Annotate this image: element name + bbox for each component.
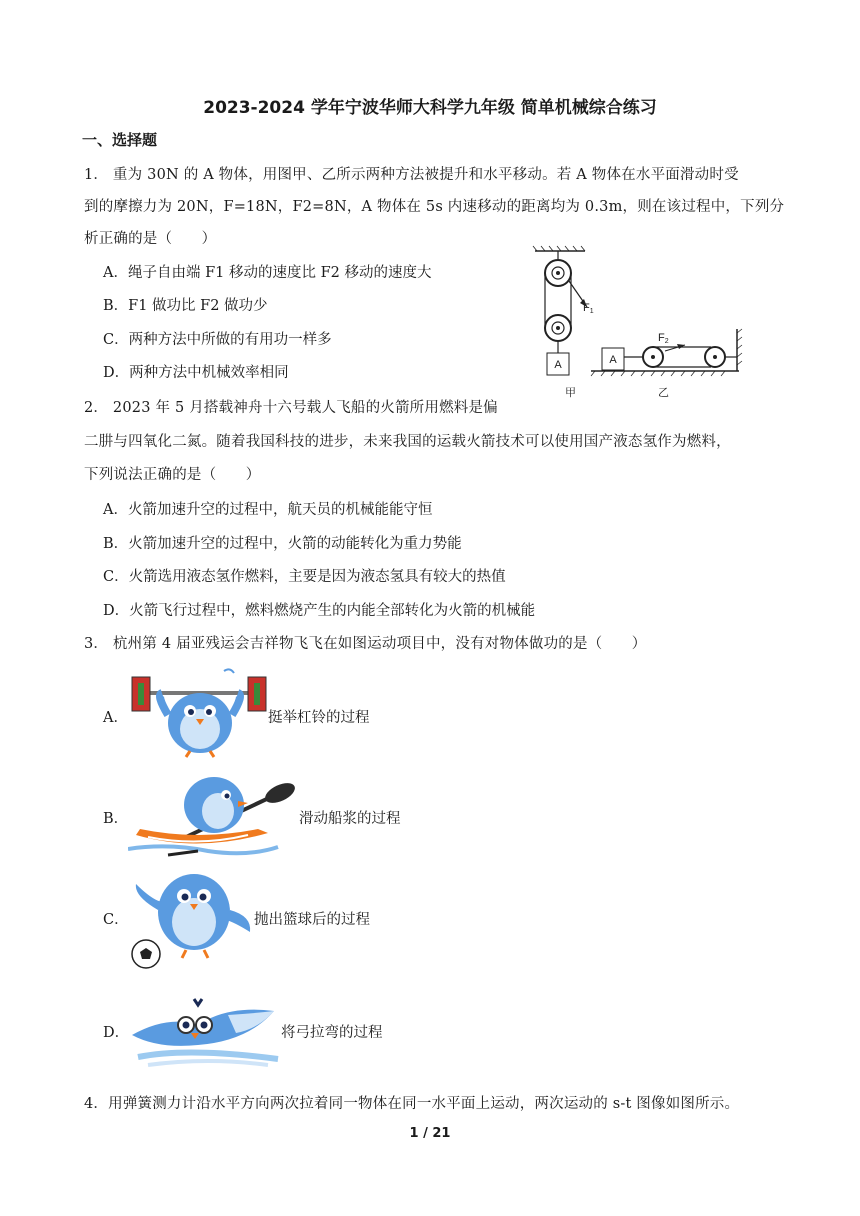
q4-line1: 4．用弹簧测力计沿水平方向两次拉着同一物体在同一水平面上运动，两次运动的 s-t 图像如图所示。: [84, 1096, 740, 1112]
q3-option-a-text: 挺举杠铃的过程: [268, 710, 370, 726]
q2-option-b: B．火箭加速升空的过程中，火箭的动能转化为重力势能: [103, 536, 462, 552]
q1-option-d: D．两种方法中机械效率相同: [103, 365, 289, 381]
q2-line2: 二肼与四氧化二氮。随着我国科技的进步，未来我国的运载火箭技术可以使用国产液态氢作为燃料，: [84, 434, 731, 450]
bird-ball-icon: [128, 860, 252, 970]
q2-line3: 下列说法正确的是（ ）: [84, 467, 261, 483]
page-number: 1 / 21: [409, 1126, 451, 1141]
f1-label: F1: [583, 302, 594, 315]
q1-line1: 1． 重为 30N 的 A 物体，用图甲、乙所示两种方法被提升和水平移动。若 A 物体在水平面滑动时受: [84, 167, 739, 183]
q2-line1: 2． 2023 年 5 月搭载神舟十六号载人飞船的火箭所用燃料是偏: [84, 400, 498, 416]
q1-option-b: B．F1 做功比 F2 做功少: [103, 298, 268, 314]
q3-line1: 3． 杭州第 4 届亚残运会吉祥物飞飞在如图运动项目中，没有对物体做功的是（ ）: [84, 636, 647, 652]
q1-option-c: C．两种方法中所做的有用功一样多: [103, 332, 332, 348]
q3-option-c-text: 抛出篮球后的过程: [254, 912, 370, 928]
pulley-figure: [525, 245, 745, 400]
q2-option-d: D．火箭飞行过程中，燃料燃烧产生的内能全部转化为火箭的机械能: [103, 603, 536, 619]
q3-option-d-text: 将弓拉弯的过程: [281, 1025, 383, 1041]
bird-barbell-icon: [128, 665, 268, 760]
bird-kayak-icon: [128, 767, 298, 859]
q2-option-c: C．火箭选用液态氢作燃料，主要是因为液态氢具有较大的热值: [103, 569, 506, 585]
q3-option-b-text: 滑动船浆的过程: [299, 811, 401, 827]
f2-label: F2: [658, 332, 669, 345]
section-heading: 一、选择题: [82, 131, 158, 149]
block-a-label: A: [554, 359, 562, 371]
figure-yi-label: 乙: [658, 387, 669, 399]
q3-option-a-letter: A．: [103, 710, 128, 726]
q3-option-b-letter: B．: [103, 811, 129, 827]
block-a-label-2: A: [609, 354, 617, 366]
q2-option-a: A．火箭加速升空的过程中，航天员的机械能能守恒: [103, 502, 433, 518]
q3-option-d-letter: D．: [103, 1025, 130, 1041]
page-title: 2023-2024 学年宁波华师大科学九年级 简单机械综合练习: [203, 98, 657, 118]
bird-bow-icon: [128, 985, 280, 1070]
q1-line3: 析正确的是（ ）: [84, 231, 217, 247]
q1-line2: 到的摩擦力为 20N，F=18N，F2=8N，A 物体在 5s 内速移动的距离均为 0.3m，则在该过程中，下列分: [84, 199, 785, 215]
figure-jia-label: 甲: [565, 387, 576, 399]
q1-option-a: A．绳子自由端 F1 移动的速度比 F2 移动的速度大: [103, 265, 432, 281]
q3-option-c-letter: C．: [103, 912, 129, 928]
